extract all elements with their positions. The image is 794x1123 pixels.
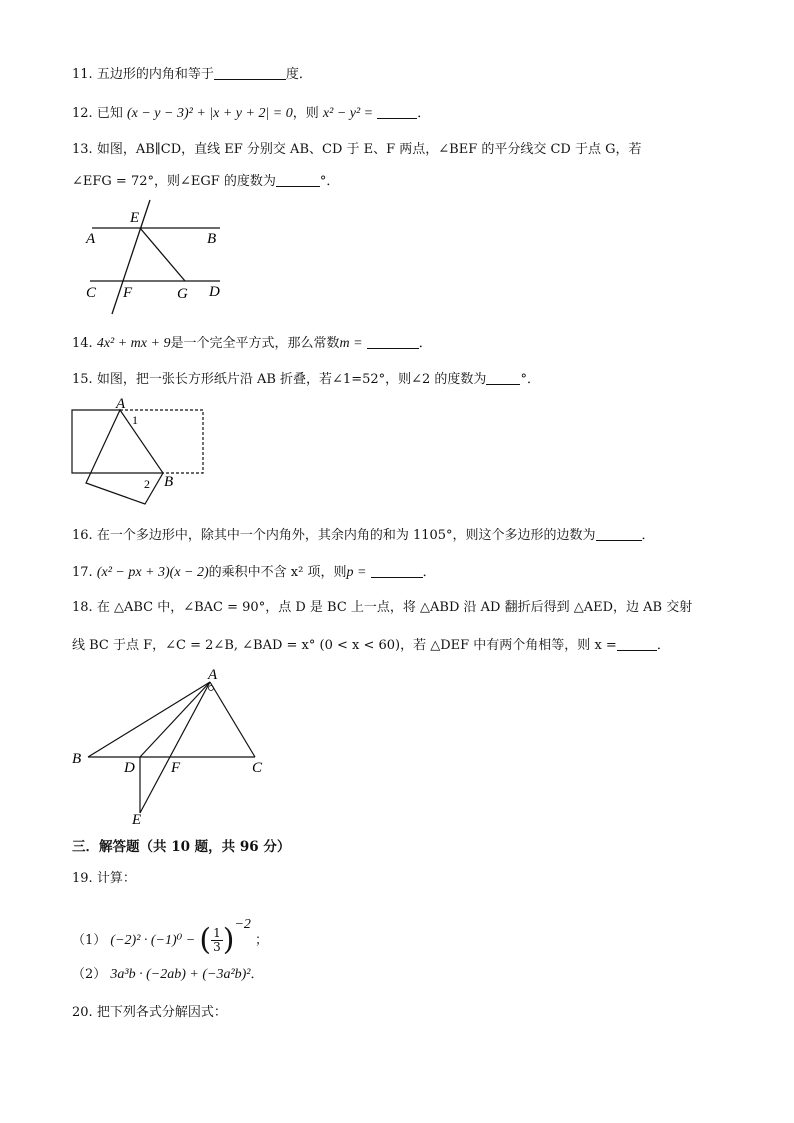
label-d: D <box>209 284 220 300</box>
question-13-line1 <box>72 141 642 159</box>
label-g: G <box>177 286 188 302</box>
question-15 <box>72 370 540 389</box>
segment-ab <box>88 682 210 757</box>
part-label: （1） <box>72 933 107 948</box>
question-18-line2 <box>72 636 670 655</box>
formula: m = <box>339 336 363 351</box>
question-number: 12. <box>72 106 93 121</box>
formula: x² − y² = <box>322 106 374 121</box>
left-paren: ( <box>199 922 212 958</box>
question-17 <box>72 563 436 582</box>
punctuation: ． <box>250 967 264 982</box>
section-heading: 三．解答题（共 10 题，共 96 分） <box>72 839 291 855</box>
question-19 <box>72 870 136 888</box>
answer-blank <box>367 334 419 349</box>
folded-flap <box>86 410 163 504</box>
label-a: A <box>86 231 96 247</box>
segment-eg <box>140 228 185 281</box>
question-text: ． <box>418 336 432 351</box>
question-text: ． <box>422 565 436 580</box>
question-text: ． <box>641 528 655 543</box>
question-text: ． <box>656 638 670 653</box>
formula: (−2)² · (−1)⁰ − <box>110 933 196 948</box>
label-a: A <box>116 396 126 412</box>
question-text: 的乘积中不含 x² 项，则 <box>208 565 347 580</box>
question-text: ，则 <box>292 106 319 121</box>
question-20 <box>72 1004 227 1022</box>
formula: 3a³b · (−2ab) + (−3a²b)² <box>110 967 251 982</box>
segment-ac <box>210 682 255 757</box>
question-text: °． <box>520 372 540 387</box>
question-11 <box>72 65 312 84</box>
label-b: B <box>164 474 174 490</box>
fraction-numerator: 1 <box>213 926 221 940</box>
question-18-line1 <box>72 599 692 617</box>
question-text: ∠EFG = 72°，则∠EGF 的度数为 <box>72 174 276 189</box>
figure-parallel-lines <box>80 198 230 316</box>
question-number: 13. <box>72 142 93 157</box>
answer-blank <box>371 563 423 578</box>
question-19-part-2 <box>72 966 264 984</box>
question-text: 在 △ABC 中，∠BAC = 90°，点 D 是 BC 上一点，将 △ABD 沿 AD 翻折后得到 △AED，边 AB 交射 <box>96 600 693 615</box>
label-b: B <box>72 751 82 767</box>
label-f: F <box>123 285 133 301</box>
question-number: 18. <box>72 600 93 615</box>
answer-blank <box>276 172 320 187</box>
figure-triangle-fold <box>68 666 273 828</box>
answer-blank <box>377 104 417 119</box>
question-16 <box>72 526 655 545</box>
formula: (x − y − 3)² + |x + y + 2| = 0 <box>126 106 293 121</box>
answer-blank <box>214 65 286 80</box>
question-text: 度． <box>285 67 312 82</box>
question-text: 如图，把一张长方形纸片沿 AB 折叠，若∠1=52°，则∠2 的度数为 <box>96 372 487 387</box>
question-text: 五边形的内角和等于 <box>96 67 214 82</box>
angle-2-label: 2 <box>144 477 150 491</box>
fraction-denominator: 3 <box>213 940 221 954</box>
label-e: E <box>132 812 142 828</box>
question-number: 14. <box>72 336 93 351</box>
formula: (x² − px + 3)(x − 2) <box>96 565 209 580</box>
question-12 <box>72 104 430 123</box>
label-b: B <box>207 231 217 247</box>
question-number: 20. <box>72 1005 93 1020</box>
question-13-line2 <box>72 172 339 191</box>
formula: 4x² + mx + 9 <box>96 336 171 351</box>
question-text: °． <box>319 174 340 189</box>
label-a: A <box>208 667 218 683</box>
label-c: C <box>86 285 97 301</box>
part-label: （2） <box>72 967 107 982</box>
question-text: 在一个多边形中，除其中一个内角外，其余内角的和为 1105°，则这个多边形的边数为 <box>96 528 596 543</box>
question-19-part-1 <box>72 908 269 958</box>
exponent: −2 <box>234 917 251 932</box>
question-number: 17. <box>72 565 93 580</box>
question-text: 已知 <box>96 106 123 121</box>
angle-1-label: 1 <box>132 413 138 427</box>
question-text: 是一个完全平方式，那么常数 <box>170 336 340 351</box>
rectangle-left-part <box>72 410 163 473</box>
fraction <box>211 927 223 954</box>
label-f: F <box>171 760 181 776</box>
figure-folded-paper <box>70 396 210 508</box>
label-d: D <box>124 760 135 776</box>
question-number: 11. <box>72 67 93 82</box>
label-e: E <box>130 210 140 226</box>
segment-ad <box>140 682 210 757</box>
question-number: 19. <box>72 871 93 886</box>
segment-ae <box>140 682 210 813</box>
question-text: 如图，AB∥CD，直线 EF 分别交 AB、CD 于 E、F 两点，∠BEF 的平分线交 CD 于点 G，若 <box>96 142 642 157</box>
question-text: 计算： <box>96 871 136 886</box>
formula: p = <box>346 565 367 580</box>
label-c: C <box>252 760 263 776</box>
right-paren: ) <box>222 922 235 958</box>
question-text: ． <box>417 106 431 121</box>
question-14 <box>72 334 432 353</box>
question-text: 线 BC 于点 F，∠C = 2∠B, ∠BAD = x° (0 < x < 60)，若 △DEF 中有两个角相等，则 x = <box>72 638 617 653</box>
question-number: 16. <box>72 528 93 543</box>
question-number: 15. <box>72 372 93 387</box>
question-text: 把下列各式分解因式： <box>96 1005 227 1020</box>
answer-blank <box>617 636 657 651</box>
right-angle-mark <box>209 686 214 691</box>
answer-blank <box>486 370 520 385</box>
answer-blank <box>596 526 642 541</box>
punctuation: ； <box>255 933 269 948</box>
